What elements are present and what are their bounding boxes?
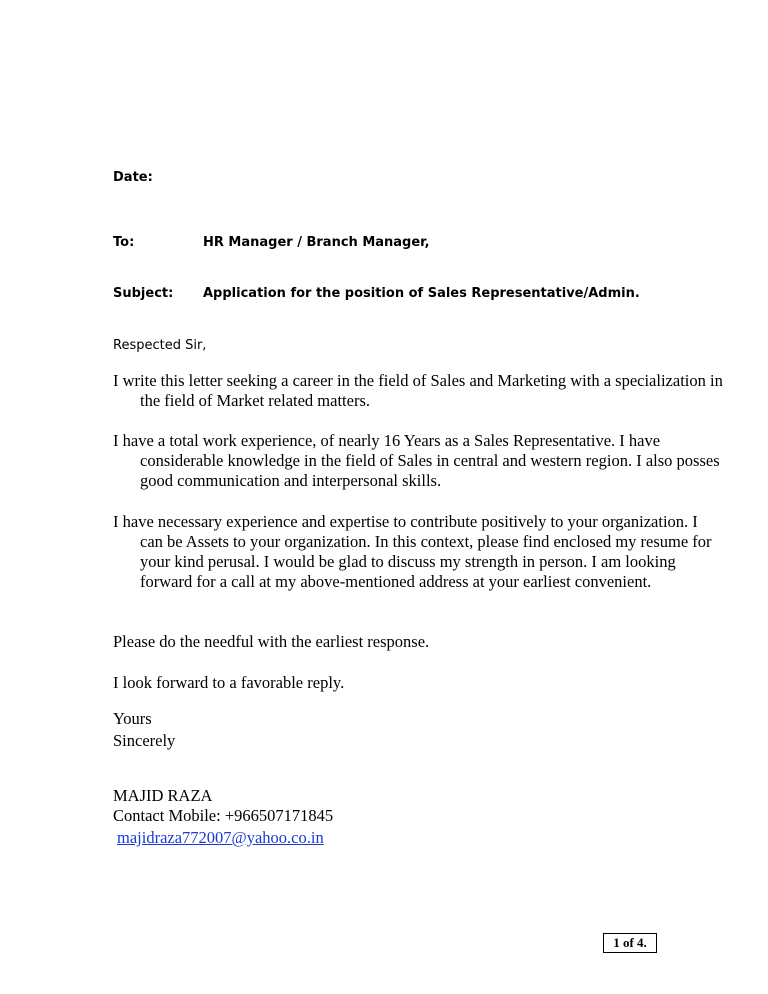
date-label: Date:	[113, 170, 153, 185]
page-indicator: 1 of 4.	[603, 933, 657, 953]
closing-sincerely: Sincerely	[113, 731, 176, 750]
closing-yours: Yours	[113, 709, 152, 728]
salutation: Respected Sir,	[113, 338, 207, 353]
body-paragraph-2: I have a total work experience, of nearly 16 Years as a Sales Representative. I have considerable knowledge in the field of Sales in central and western region. I also posses good communication and interpersonal skills.	[113, 431, 720, 490]
to-label: To:	[113, 235, 135, 250]
body-paragraph-1: I write this letter seeking a career in the field of Sales and Marketing with a specialization in the field of Market related matters.	[113, 371, 723, 410]
body-paragraph-5: I look forward to a favorable reply.	[113, 673, 345, 692]
body-paragraph-3: I have necessary experience and expertise to contribute positively to your organization. I can be Assets to your organization. In this context, please find enclosed my resume for your kind perusal. I would be glad to discuss my strength in person. I am looking forward for a call at my above-mentioned address at your earliest convenient.	[113, 512, 712, 591]
signature-name: MAJID RAZA	[113, 786, 213, 805]
contact-mobile: Contact Mobile: +966507171845	[113, 806, 334, 825]
subject-value: Application for the position of Sales Representative/Admin.	[203, 286, 640, 301]
to-value: HR Manager / Branch Manager,	[203, 235, 430, 250]
body-paragraph-4: Please do the needful with the earliest response.	[113, 632, 430, 651]
email-link[interactable]: majidraza772007@yahoo.co.in	[117, 828, 324, 847]
subject-label: Subject:	[113, 286, 174, 301]
